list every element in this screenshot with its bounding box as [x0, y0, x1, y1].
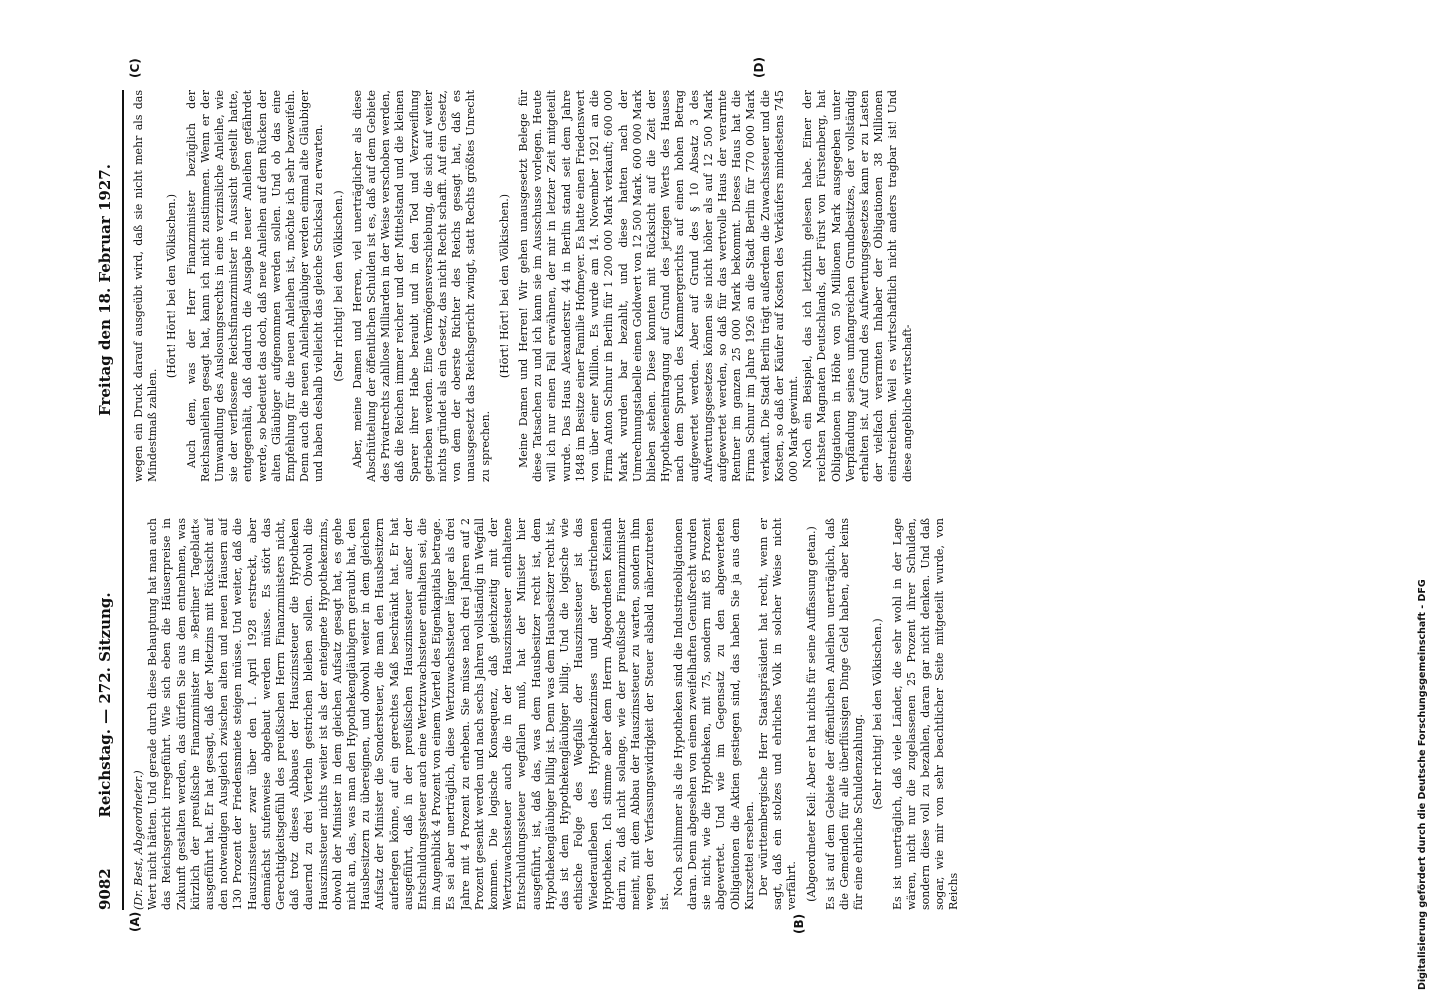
right-column	[132, 90, 1342, 482]
page-header	[92, 90, 124, 910]
paragraph: Es ist auf dem Gebiete der öffentlichen Anleihen unerträglich, daß die Gemeinden für alle überflüssigen Dinge Geld haben, aber keins für eine ehrliche Schuldenzahlung.	[823, 518, 866, 910]
dfg-credit: Digitalisierung gefördert durch die Deutsche Forschungsgemeinschaft - DFG	[1417, 579, 1428, 990]
margin-marker-a: (A)	[128, 911, 142, 932]
paragraph: Wert nicht hätten. Und gerade durch diese Behauptung hat man auch das Reichsgericht irregeführt. Wie sich eben die Häuserpreise in Zukunft gestalten werden, das dürfen Sie aus dem entnehmen, was kürzlich der preußische Finanzminister im »Berliner Tageblatt« ausgeführt hat. Er hat gesagt, daß der Mietzins mit Rücksicht auf den notwendigen Ausgleich zwischen alten und neuen Häusern auf 130 Prozent der Friedensmiete steigen müsse. Und weiter, daß die Hauszinssteuer zwar über den 1. April 1928 erstreckt, aber demnächst stufenweise abgebaut werden müsse. Es stört das Gerechtigkeitsgefühl des preußischen Herrn Finanzministers nicht, daß trotz dieses Abbaues der Hauszinssteuer die Hypotheken dauernd zu drei Vierteln gestrichen bleiben sollen. Obwohl die Hauszinssteuer nichts weiter ist als der enteignete Hypothekenzins, obwohl der Minister in dem gleichen Aufsatz gesagt hat, es gehe nicht an, das, was man den Hypothekengläubigern geraubt hat, den Hausbesitzern zu übereignen, und obwohl weiter in dem gleichen Aufsatz der Minister die Sondersteuer, die man den Hausbesitzern auferlegen könne, auf ein gerechtes Maß beschränkt hat. Er hat ausgeführt, daß in der preußischen Hauszinssteuer außer der Entschuldungssteuer auch eine Wertzuwachssteuer enthalten sei, die im Augenblick 4 Prozent von einem Viertel des Eigenkapitals betrage. Es sei aber unerträglich, diese Wertzuwachssteuer länger als drei Jahre mit 4 Prozent zu erheben. Sie müsse nach drei Jahren auf 2 Prozent gesenkt werden und nach sechs Jahren vollständig in Wegfall kommen. Die logische Konsequenz, daß gleichzeitig mit der Wertzuwachssteuer auch die in der Hauszinssteuer enthaltene Entschuldungssteuer wegfallen muß, hat der Minister hier ausgeführt, ist, daß das, was dem Hausbesitzer recht ist, dem Hypothekengläubiger billig ist. Denn was dem Hausbesitzer recht ist, das ist dem Hypothekengläubiger billig. Und die logische wie ethische Folge des Wegfalls der Hauszinssteuer ist das Wiederaufleben des Hypothekenzinses und der gestrichenen Hypotheken. Ich stimme aber dem Herrn Abgeordneten Keinath darin zu, daß nicht solange, wie der preußische Finanzminister meint, mit dem Abbau der Hauszinssteuer zu warten, sondern ihm wegen der Verfassungswidrigkeit der Steuer alsbald näherzutreten ist.	[146, 518, 671, 910]
paragraph: wegen ein Druck darauf ausgeübt wird, daß sie nicht mehr als das Mindestmaß zahlen.	[132, 90, 160, 482]
page-number: 9082	[96, 868, 114, 910]
margin-marker-c: (C)	[128, 58, 142, 78]
document-page	[92, 57, 1350, 934]
header-left-title: Reichstag. — 272. Sitzung.	[96, 592, 114, 818]
margin-marker-d: (D)	[752, 57, 766, 78]
paragraph: Aber, meine Damen und Herren, viel unerträglicher als diese Abschüttelung der öffentlichen Schulden ist es, daß auf dem Gebiete des Privatrechts zahllose Milliarden in der Weise verschoben werden, daß die Reichen immer reicher und der Mittelstand und die kleinen Sparer ihrer Habe beraubt und in den Tod und Verzweiflung getrieben werden. Eine Vermögensverschiebung, die sich auf weiter nichts gründet als ein Gesetz, das nicht Recht schafft. Auf ein Gesetz, von dem der oberste Richter des Reichs gesagt hat, daß es unausgesetzt das Reichsgericht zwingt, statt Rechts größtes Unrecht zu sprechen.	[350, 90, 492, 482]
credit-strip	[1412, 0, 1434, 1000]
left-column	[132, 518, 1342, 910]
paragraph: Auch dem, was der Herr Finanzminister bezüglich der Reichsanleihen gesagt hat, kann ich nicht zustimmen. Wenn er der Umwandlung des Auslosungsrechts in eine verzinsliche Anleihe, wie sie der verflossene Reichsfinanzminister in Aussicht gestellt hatte, entgegenhält, daß dadurch die Ausgabe neuer Anleihen gefährdet werde, so bedeutet das doch, daß neue Anleihen auf dem Rücken der alten Gläubiger aufgenommen werden sollen. Und ob das eine Empfehlung für die neuen Anleihen ist, möchte ich sehr bezweifeln. Denn auch die neuen Anleihegläubiger werden einmal alte Gläubiger und haben deshalb vielleicht das gleiche Schicksal zu erwarten.	[184, 90, 326, 482]
paragraph: Noch ein Beispiel, das ich letzthin gelesen habe. Einer der reichsten Magnaten Deutschlands, der Fürst von Fürstenberg, hat Obligationen in Höhe von 50 Millionen Mark ausgegeben unter Verpfändung seines umfangreichen Grundbesitzes, der vollständig erhalten ist. Auf Grund des Aufwertungsgesetzes kann er zu Lasten der vielfach verarmten Inhaber der Obligationen 38 Millionen einstreichen. Weil es wirtschaftlich nicht anders tragbar ist! Und diese angebliche wirtschaft-	[801, 90, 914, 482]
paragraph: Meine Damen und Herren! Wir gehen unausgesetzt Belege für diese Tatsachen zu und ich kann sie im Ausschusse vorlegen. Heute will ich nur einen Fall erwähnen, der mir in letzter Zeit mitgeteilt wurde. Das Haus Alexanderstr. 44 in Berlin stand seit dem Jahre 1848 im Besitze einer Familie Hofmeyer. Es hatte einen Friedenswert von über einer Million. Es wurde am 14. November 1921 an die Firma Anton Schnur in Berlin für 1 200 000 Mark verkauft; 600 000 Mark wurden bar bezahlt, und diese hatten nach der Umrechnungstabelle einen Goldwert von 12 500 Mark. 600 000 Mark blieben stehen. Diese konnten mit Rücksicht auf die Zeit der Hypothekeneintragung auf Grund des jetzigen Werts des Hauses nach dem Spruch des Kammergerichts auf einen hohen Betrag aufgewertet werden. Aber auf Grund des § 10 Absatz 3 des Aufwertungsgesetzes können sie nicht höher als auf 12 500 Mark aufgewertet werden, so daß für das wertvolle Haus der verarmte Rentner im ganzen 25 000 Mark bekommt. Dieses Haus hat die Firma Schnur im Jahre 1926 an die Stadt Berlin für 770 000 Mark verkauft. Die Stadt Berlin trägt außerdem die Zuwachssteuer und die Kosten, so daß der Käufer auf Kosten des Verkäufers mindestens 745 000 Mark gewinnt.	[517, 90, 800, 482]
paragraph: (Dr. Best, Abgeordneter.)	[132, 770, 145, 910]
header-right-title: Freitag den 18. Februar 1927.	[96, 164, 114, 416]
paragraph: (Sehr richtig! bei den Völkischen.)	[871, 618, 885, 810]
paragraph: (Abgeordneter Keil: Aber er hat nichts für seine Auffassung getan.)	[804, 526, 818, 902]
paragraph: (Sehr richtig! bei den Völkischen.)	[331, 190, 345, 382]
paragraph: Es ist unerträglich, daß viele Länder, die sehr wohl in der Lage wären, nicht nur die zugelassenen 25 Prozent ihrer Schulden, sondern diese voll zu bezahlen, daran gar nicht denken. Und daß sogar, wie mir von sehr beachtlicher Seite mitgeteilt wurde, von Reichs	[890, 518, 961, 910]
paragraph: (Hört! Hört! bei den Völkischen.)	[165, 193, 179, 379]
margin-marker-b: (B)	[792, 913, 806, 934]
paragraph: Der württembergische Herr Staatspräsident hat recht, wenn er sagt, daß ein stolzes und ehrliches Volk in solcher Weise nicht verfährt.	[756, 518, 799, 910]
paragraph: Noch schlimmer als die Hypotheken sind die Industrieobligationen daran. Denn abgesehen von einem zweifelhaften Genußrecht wurden sie nicht, wie die Hypotheken, mit 75, sondern mit 85 Prozent abgewertet. Und wie im Gegensatz zu den abgewerteten Obligationen die Aktien gestiegen sind, das haben Sie ja aus dem Kurszettel ersehen.	[671, 518, 756, 910]
paragraph: (Hört! Hört! bei den Völkischen.)	[497, 193, 511, 379]
